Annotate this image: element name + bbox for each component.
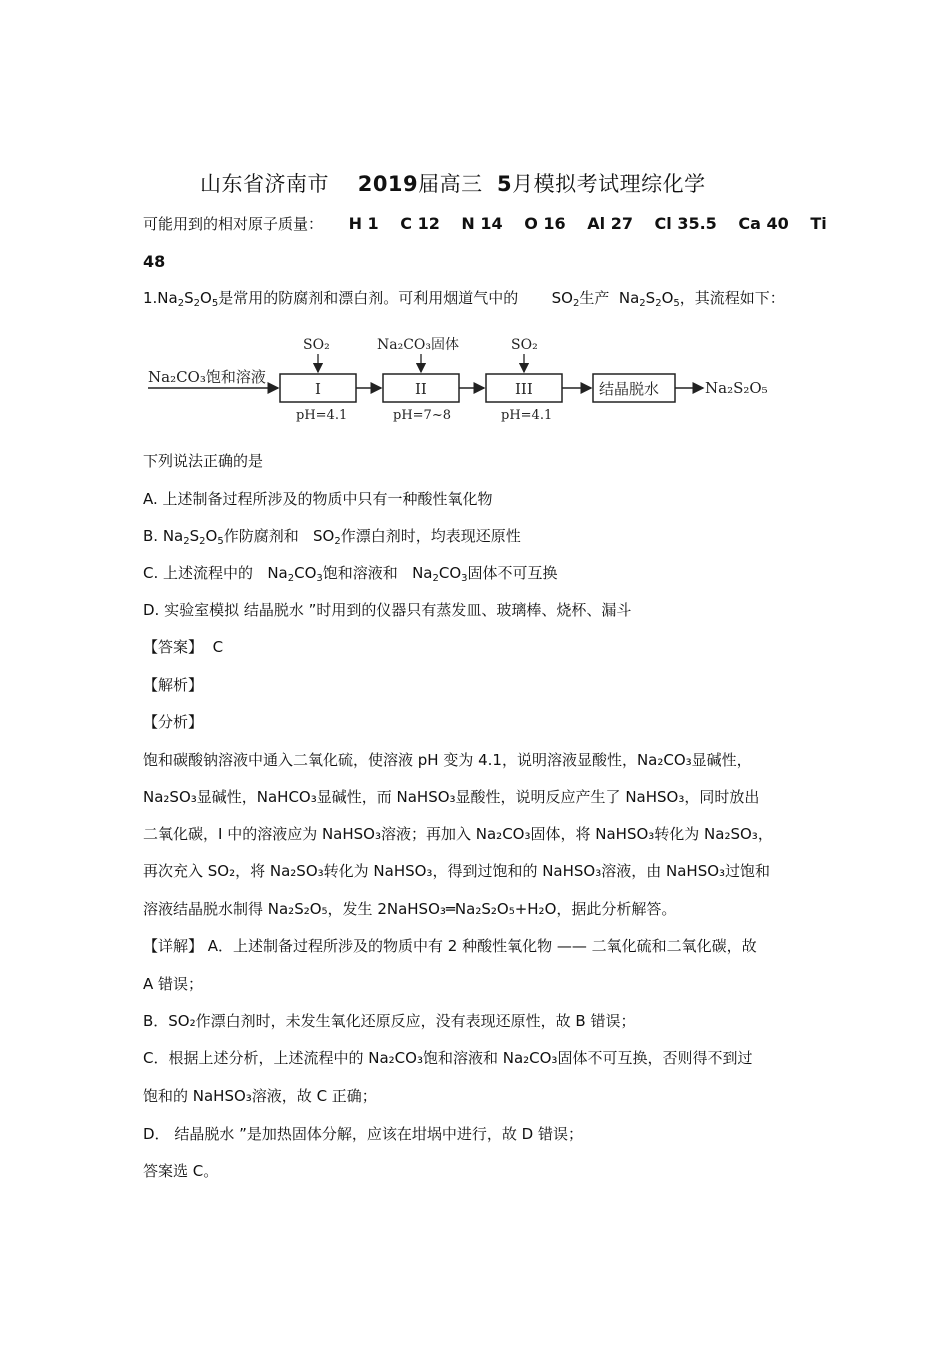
title-region: 山东省济南市	[200, 172, 329, 196]
fenxi-line: 饱和碳酸钠溶液中通入二氧化硫，使溶液 pH 变为 4.1，说明溶液显酸性，Na₂CO₃显碱性，	[143, 751, 752, 769]
mass-item: Cl 35.5	[654, 214, 717, 233]
page-title	[200, 168, 706, 198]
title-year: 2019	[357, 172, 419, 196]
mass-item: O 16	[524, 214, 566, 233]
option-b-text: 作漂白剂时，均表现还原性	[340, 527, 521, 545]
flow-ph-2: pH=7~8	[393, 408, 451, 423]
mass-item: Al 27	[587, 214, 633, 233]
option-c-text: 固体不可互换	[467, 564, 558, 582]
detail-line: C．根据上述分析，上述流程中的 Na₂CO₃饱和溶液和 Na₂CO₃固体不可互换，否则得不到过	[143, 1049, 753, 1067]
option-b-text: B. Na	[143, 527, 184, 545]
mass-item: Ti	[810, 214, 827, 233]
title-grade: 届高三	[418, 172, 483, 196]
option-b-text: 作防腐剂和	[223, 527, 299, 545]
flow-output: Na₂S₂O₅	[705, 379, 768, 397]
analysis-label: 【解析】	[143, 676, 204, 694]
flow-so2-2: SO₂	[511, 337, 538, 353]
option-b: B. $Na_2S_2O_5$作防腐剂和 $SO_2$作漂白剂时，均表现还原性	[143, 527, 521, 547]
answer-label: 【答案】	[143, 638, 204, 656]
detail-line: 【详解】 A．上述制备过程所涉及的物质中有 2 种酸性氧化物 —— 二氧化硫和二氧化碳，故	[143, 937, 757, 955]
mass-item: C 12	[400, 214, 440, 233]
fenxi-line: 溶液结晶脱水制得 Na₂S₂O₅，发生 2NaHSO₃═Na₂S₂O₅+H₂O，据此分析解答。	[143, 900, 677, 918]
question-stem: $1.Na_2S_2O_5$是常用的防腐剂和漂白剂。可利用烟道气中的 $SO_2$生产 $Na_2S_2O_5$，其流程如下：	[143, 289, 785, 309]
atomic-masses	[143, 214, 843, 234]
flow-ph-1: pH=4.1	[296, 408, 348, 423]
mass-item: N 14	[461, 214, 503, 233]
option-c-text: C. 上述流程中的	[143, 564, 254, 582]
atomic-masses-label: 可能用到的相对原子质量：	[143, 215, 324, 233]
flow-box-4-label: 结晶脱水	[599, 380, 660, 398]
atomic-masses-wrap: 48	[143, 252, 166, 271]
fenxi-label: 【分析】	[143, 713, 204, 731]
mass-item: Ca 40	[738, 214, 789, 233]
flow-box-3-label: III	[515, 380, 533, 398]
title-subject: 月模拟考试理综化学	[512, 172, 706, 196]
stem-text: 生产	[579, 289, 610, 307]
detail-line: D． 结晶脱水 ”是加热固体分解，应该在坩埚中进行，故 D 错误；	[143, 1125, 583, 1143]
title-month: 5	[497, 172, 513, 196]
mass-item: H 1	[348, 214, 379, 233]
option-a: A. 上述制备过程所涉及的物质中只有一种酸性氧化物	[143, 490, 493, 508]
detail-line: 答案选 C。	[143, 1162, 219, 1180]
stem-text: ，其流程如下：	[679, 289, 785, 307]
flow-ph-3: pH=4.1	[501, 408, 553, 423]
stem-text: 1.Na	[143, 289, 178, 307]
flow-input: Na₂CO₃饱和溶液	[148, 368, 266, 386]
flow-so2-1: SO₂	[303, 337, 330, 353]
answer	[143, 637, 223, 657]
option-c: C. 上述流程中的 $Na_2CO_3$饱和溶液和 $Na_2CO_3$固体不可互换	[143, 564, 558, 584]
fenxi-line: 再次充入 SO₂，将 Na₂SO₃转化为 NaHSO₃，得到过饱和的 NaHSO₃溶液，由 NaHSO₃过饱和	[143, 862, 771, 880]
stem-text: 是常用的防腐剂和漂白剂。可利用烟道气中的	[218, 289, 519, 307]
flow-box-2-label: II	[415, 380, 427, 398]
detail-line: 饱和的 NaHSO₃溶液，故 C 正确；	[143, 1087, 377, 1105]
fenxi-line: 二氧化碳，I 中的溶液应为 NaHSO₃溶液；再加入 Na₂CO₃固体，将 NaHSO₃转化为 Na₂SO₃，	[143, 825, 773, 843]
detail-line: B．SO₂作漂白剂时，未发生氧化还原反应，没有表现还原性，故 B 错误；	[143, 1012, 636, 1030]
flow-box-1-label: I	[315, 380, 321, 398]
answer-value: C	[212, 638, 224, 656]
detail-line: A 错误；	[143, 975, 204, 993]
option-d: D. 实验室模拟 结晶脱水 ”时用到的仪器只有蒸发皿、玻璃棒、烧杯、漏斗	[143, 601, 632, 619]
process-flow-diagram	[143, 330, 783, 430]
fenxi-line: Na₂SO₃显碱性，NaHCO₃显碱性，而 NaHSO₃显酸性，说明反应产生了 NaHSO₃，同时放出	[143, 788, 760, 806]
flow-solid: Na₂CO₃固体	[377, 337, 460, 353]
question-prompt: 下列说法正确的是	[143, 452, 264, 470]
option-c-text: 饱和溶液和	[322, 564, 398, 582]
